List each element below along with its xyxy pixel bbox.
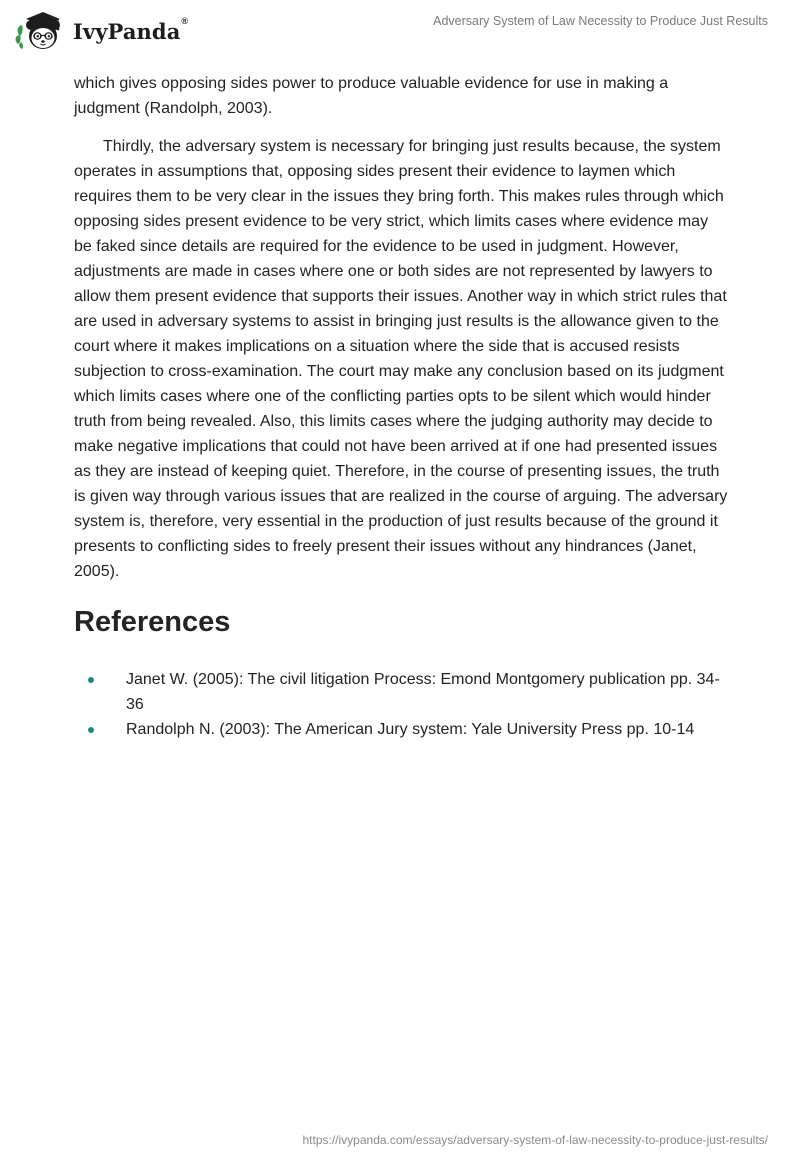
body-paragraph: which gives opposing sides power to produce valuable evidence for use in making a judgment (Randolph, 2003). [74,75,669,117]
references-heading: References [74,606,231,638]
reference-item [74,667,730,717]
body-paragraph: Thirdly, the adversary system is necessary for bringing just results because, the system operates in assumptions that, opposing sides present their evidence to laymen which requires them to be very clear in the issues they bring forth. This makes rules through which opposing sides present evidence to be very strict, which limits cases where evidence may be faked since details are required for the evidence to be used in judgment. However, adjustments are made in cases where one or both sides are not represented by lawyers to allow them present evidence that supports their issues. Another way in which strict rules that are used in adversary systems to assist in bringing just results is the allowance given to the court where it makes implications on a situation where the side that is accused resists subjection to cross-examination. The court may make any conclusion based on its judgment which limits cases where one of the conflicting parties opts to be silent which would hinder truth from being revealed. Also, this limits cases where the judging authority may decide to make negative implications that could not have been arrived at if one had presented issues as they are instead of keeping quiet. Therefore, in the course of presenting issues, the truth is given way through various issues that are realized in the course of arguing. The adversary system is, therefore, very essential in the production of just results because of the ground it presents to conflicting sides to freely present their issues without any hindrances (Janet, 2005). [74,138,728,580]
reference-text: Janet W. (2005): The civil litigation Process: Emond Montgomery publication pp. 34-36 [126,671,720,713]
bullet-dot-icon [88,677,94,683]
logo-wordmark: IvyPanda® [73,15,189,44]
essay-content [74,71,730,742]
document-title: Adversary System of Law Necessity to Produce Just Results [433,14,768,28]
ivypanda-logo[interactable] [14,8,188,54]
reference-item [74,717,730,742]
references-list [74,667,730,742]
source-url-link[interactable]: https://ivypanda.com/essays/adversary-system-of-law-necessity-to-produce-just-results/ [302,1133,768,1147]
registered-mark: ® [181,15,189,26]
panda-graduate-logo-icon [14,8,70,54]
reference-text: Randolph N. (2003): The American Jury system: Yale University Press pp. 10-14 [126,721,695,738]
bullet-dot-icon [88,727,94,733]
page-header [0,0,800,70]
